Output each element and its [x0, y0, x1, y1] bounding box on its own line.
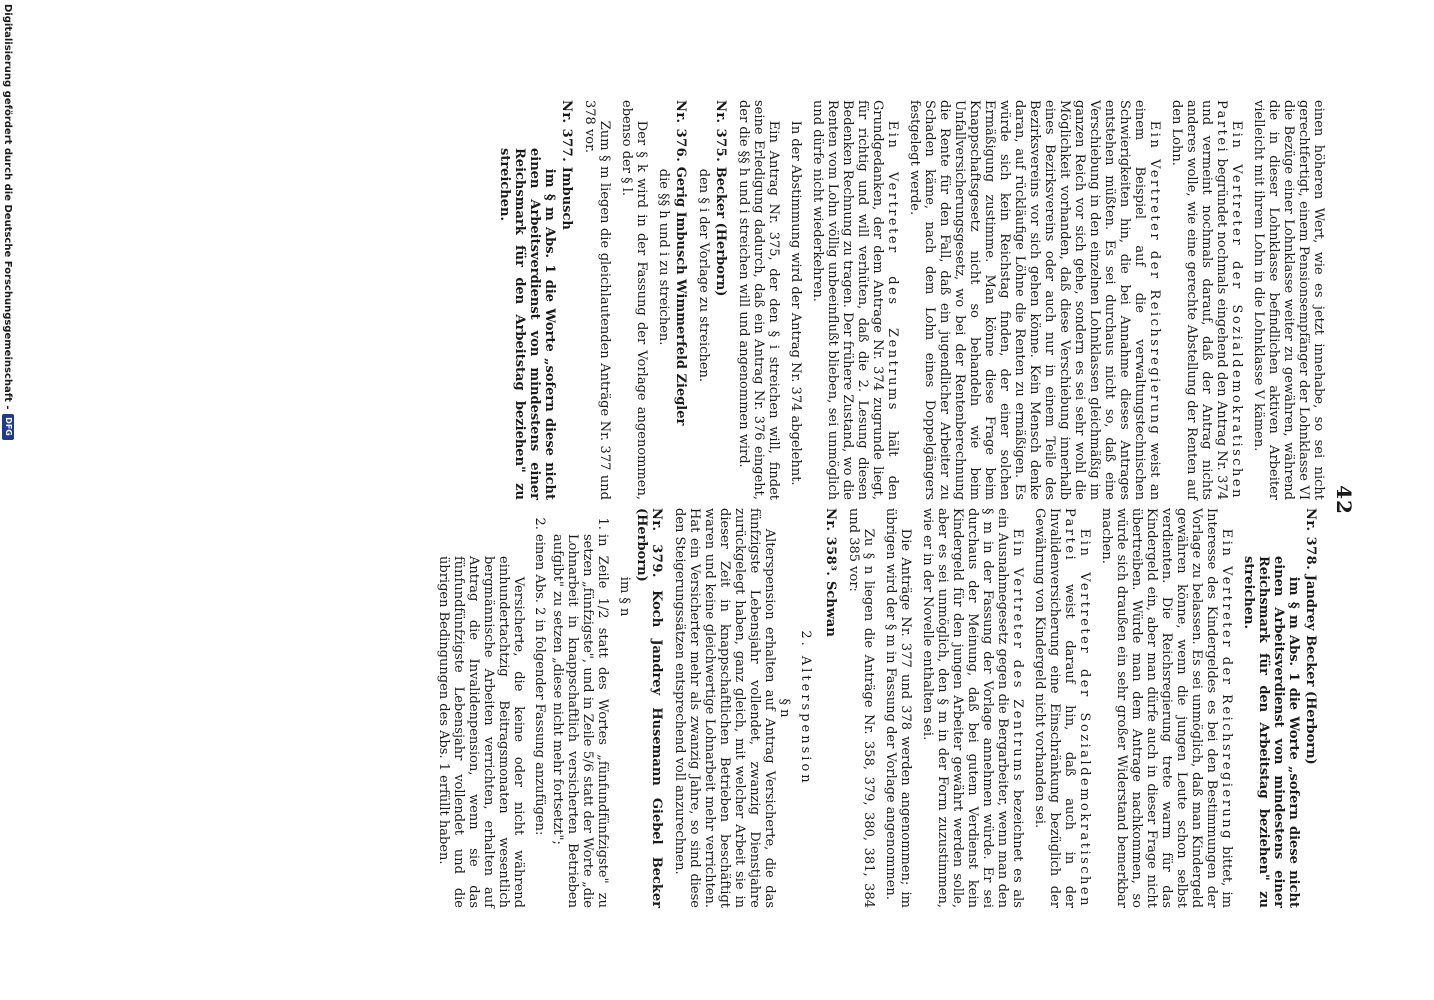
motion-text: die §§ h und i zu streichen.	[656, 168, 671, 346]
motion-text: im § m Abs. 1 die Worte „sofern diese nicht einen Arbeitsverdienst von mindestens einer Reichsmark für den Arbeitstag beziehen" zu streichen.	[1241, 556, 1301, 908]
paragraph-text: bezeichnet es als ein Ausnahmegesetz gegen die Bergarbeiter, wenn man den § m in der Fassung der Vorlage annehmen würde. Er sei durchaus der Meinung, daß bei gutem Verdienst kein Kindergeld für den jungen Arbeiter gewährt werden solle, aber es sei unmöglich, den § m in der Form zuzustimmen, wie er in der Novelle enthalten sei.	[920, 508, 1025, 908]
paragraph-text: bittet, im Interesse des Kindergeldes es bei den Bestimmungen der Vorlage zu belassen. Es sei unmöglich, daß man Kindergeld gewähren könne, wenn die jungen Leute schon selbst verdienten. Die Reichsregierung trete warm für das Kindergeld ein, aber man dürfe auch in dieser Frage nicht übertreiben. Würde man dem Antrage nachkommen, so würde sich draußen ein sehr großer Widerstand bemerkbar machen.	[1099, 508, 1234, 908]
speaker: Ein Vertreter der Reichsregierung	[1219, 528, 1234, 842]
motion-heading	[673, 100, 688, 500]
paragraph-text: weist an einem Beispiel auf die verwaltungstechnischen Schwierigkeiten hin, die bei Annahme dieses Antrages entstehen müßten. Es sei durchaus nicht so, daß eine Verschiebung in den einzelnen Lohnklassen gleichmäßig im ganzen Reich vor sich gehe, sondern es sei sehr wohl die Möglichkeit vorhanden, daß diese Verschiebung innerhalb eines Bezirksvereins oder auch nur in einem Teile des Bezirksvereins vor sich gehen könne. Kein Mensch denke daran, auf rückläufige Löhne die Renten zu ermäßigen. Es würde sich kein Reichstag finden, der einer solchen Ermäßigung zustimme. Man könne diese Frage beim Knappschaftsgesetz nicht so behandeln wie beim Unfallversicherungsgesetz, wo bei der Rentenberechnung die Rente für den Fall, daß ein jugendlicher Arbeiter zu Schaden käme, nach dem Lohn eines Doppelgängers festgelegt werde.	[907, 100, 1162, 501]
speaker: Ein Vertreter des Zentrums	[1010, 528, 1025, 784]
paragraph	[810, 100, 900, 500]
motion-items	[532, 508, 610, 908]
footer-strip	[0, 0, 16, 1000]
paragraph: Ein Antrag Nr. 375, der den § i streichen will, findet seine Erledigung dadurch, daß ein Antrag Nr. 376 eingeht, der die §§ h und i streichen will und angenommen wird.	[736, 100, 781, 500]
motion-number: Nr. 378.	[1303, 508, 1318, 571]
funding-note: Digitalisierung gefördert durch die Deutsche Forschungsgemeinschaft -	[2, 4, 14, 410]
paragraph: Versicherte, die keine oder nicht während einhundertachtzig Beitragsmonaten wesentlich bergmännische Arbeiten verrichten, erhalten auf Antrag die Invalidenpension, wenn sie das fünfundfünfzigste Lebensjahr vollendet und die übrigen Bedingungen des Abs. 1 erfüllt haben.	[436, 556, 526, 908]
motion-heading	[634, 508, 664, 908]
motion-heading	[713, 100, 728, 500]
page-number: 42	[1332, 485, 1356, 515]
paragraph-text: hält den Grundgedanken, der dem Antrage Nr. 374 zugrunde liegt, für richtig und will verhüten, daß die 2. Lesung diesen Bedenken Rechnung zu tragen. Der frühere Zustand, wo die Renten vom Lohn völlig unbeeinflußt blieben, sei unmöglich und dürfe nicht wiederkehren.	[810, 100, 900, 500]
speaker: Ein Vertreter der Reichsregierung	[1147, 120, 1162, 437]
list-item: 1. in Zeile 1/2 statt des Wortes „fünfundfünfzigste" zu setzen „fünfzigste", und in Zeile 5/6 statt der Worte „die Lohnarbeit in knappschaftlich versicherten Betrieben aufgibt" zu setzen „diese nicht mehr fortsetzt";	[550, 534, 610, 908]
motion-names: Koch Jandrey Husemann Giebel Becker (Herborn)	[634, 508, 664, 908]
paragraph: Die Anträge Nr. 377 und 378 werden angenommen; im übrigen wird der § m in Fassung der Vorlage angenommen.	[883, 508, 913, 908]
right-column	[429, 508, 1326, 908]
motion-names: Becker (Herborn)	[713, 166, 728, 297]
motion-names: Jandrey Becker (Herborn)	[1303, 574, 1318, 765]
paragraph: In der Abstimmung wird der Antrag Nr. 374 abgelehnt.	[788, 120, 803, 486]
list-item: 2. einen Abs. 2 in folgender Fassung anzufügen:	[532, 534, 547, 908]
motion-text: im § n	[617, 576, 632, 617]
motion-number: Nr. 377.	[559, 100, 574, 163]
dfg-logo-icon: DFG	[2, 414, 14, 440]
motion-names: Imbusch	[559, 166, 574, 230]
motion-heading	[559, 100, 574, 500]
motion-text: den § i der Vorlage zu streichen.	[696, 168, 711, 383]
paragraph	[1169, 100, 1244, 500]
section-paragraph-sign: § n	[777, 698, 792, 718]
motion-text: im § m Abs. 1 die Worte „sofern diese nicht einen Arbeitsverdienst von mindestens einer Reichsmark für den Arbeitstag beziehen" zu streichen.	[497, 148, 557, 500]
paragraph: Alterspension erhalten auf Antrag Versicherte, die das fünfzigste Lebensjahr vollendet, zwanzig Dienstjahre zurückgelegt haben, ganz gleich, mit welcher Arbeit sie in dieser Zeit in knappschaftlichen Betrieben beschäftigt waren und keine gleichwertige Lohnarbeit mehr verrichten. Hat ein Versicherter mehr als zwanzig Jahre, so sind diese den Steigerungssätzen entsprechend voll anzurechnen.	[672, 508, 777, 908]
motion-number: Nr. 358³.	[823, 508, 838, 577]
paragraph-text: weist darauf hin, daß auch in der Invalidenversicherung eine Einschränkung bezüglich der Gewährung von Kindergeld nicht vorhanden sei.	[1032, 508, 1077, 908]
motion-number: Nr. 375.	[713, 100, 728, 163]
paragraph: Zu § n liegen die Anträge Nr. 358, 379, 380, 381, 384 und 385 vor:	[846, 508, 876, 908]
paragraph: einen höheren Wert, wie es jetzt innehabe, so sei nicht gerechtfertigt, einem Pensionsempfänger der Lohnklasse VI die Bezüge einer Lohnklasse weiter zu gewähren, während die in dieser Lohnklasse befindlichen aktiven Arbeiter vielleicht mit ihrem Lohn in die Lohnklasse V kämen.	[1251, 100, 1326, 500]
paragraph	[907, 100, 1162, 500]
paragraph	[920, 508, 1025, 908]
speaker: Ein Vertreter der Sozialdemokratischen Partei	[1214, 100, 1244, 500]
paragraph	[1099, 508, 1234, 908]
section-title: 2. Alterspension	[798, 630, 813, 786]
motion-heading	[823, 508, 838, 908]
speaker: Ein Vertreter des Zentrums	[885, 120, 900, 412]
motion-names: Gerig Imbusch Wimmerfeld Ziegler	[673, 166, 688, 426]
motion-names: Schwan	[823, 580, 838, 637]
paragraph	[1032, 508, 1092, 908]
speaker: Ein Vertreter der Sozialdemokratischen Partei	[1062, 508, 1092, 908]
paragraph: Zum § m liegen die gleichlautenden Anträge Nr. 377 und 378 vor.	[582, 100, 612, 500]
motion-heading	[1303, 508, 1318, 908]
motion-number: Nr. 379.	[649, 508, 664, 578]
left-column	[490, 100, 1326, 500]
paragraph: Der § k wird in der Fassung der Vorlage angenommen, ebenso der § l.	[619, 100, 649, 500]
paragraph-text: begründet nochmals eingehend den Antrag Nr. 374 und vermeint nochmals darauf, daß der Antrag nichts anderes wolle, wie eine gerechte Abstellung der Renten auf den Lohn.	[1169, 100, 1229, 500]
motion-number: Nr. 376.	[673, 100, 688, 163]
